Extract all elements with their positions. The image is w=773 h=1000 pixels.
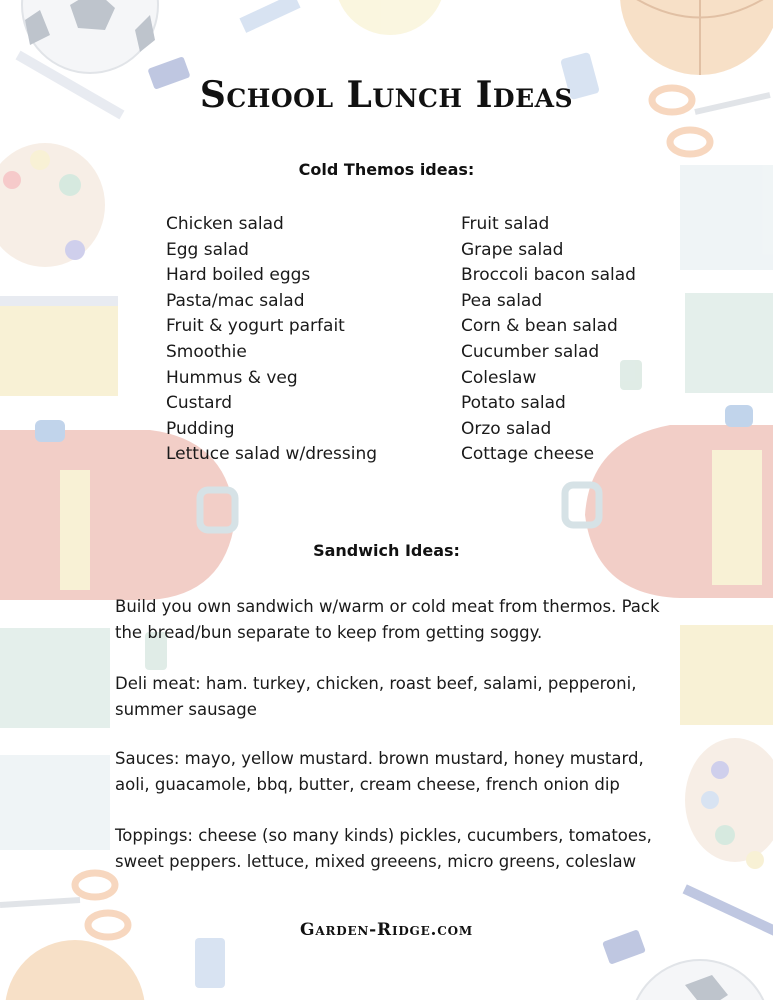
- list-item: Hard boiled eggs: [166, 265, 311, 286]
- cold-ideas-right-list: [461, 212, 636, 468]
- list-item: Custard: [166, 393, 233, 414]
- cold-thermos-heading: Cold Themos ideas:: [298, 160, 475, 179]
- list-item: Cottage cheese: [461, 444, 595, 465]
- list-item: Lettuce salad w/dressing: [166, 444, 378, 465]
- list-item: Cucumber salad: [461, 341, 600, 362]
- sandwich-ideas-heading: Sandwich Ideas:: [313, 541, 460, 560]
- sandwich-paragraph-build: Build you own sandwich w/warm or cold meat from thermos. Pack the bread/bun separate to keep from getting soggy.: [115, 597, 660, 642]
- list-item: Fruit salad: [461, 214, 550, 234]
- sandwich-paragraph-sauces: Sauces: mayo, yellow mustard. brown mustard, honey mustard, aoli, guacamole, bbq, butter, cream cheese, french onion dip: [115, 749, 644, 794]
- list-item: Smoothie: [166, 341, 247, 362]
- list-item: Pasta/mac salad: [166, 290, 305, 311]
- list-item: Pudding: [166, 418, 235, 439]
- list-item: Egg salad: [166, 239, 249, 260]
- page-title: School Lunch Ideas: [199, 74, 574, 116]
- sandwich-paragraph-deli-meat: Deli meat: ham. turkey, chicken, roast beef, salami, pepperoni, summer sausage: [115, 674, 637, 719]
- site-footer-link[interactable]: Garden-Ridge.com: [300, 920, 473, 940]
- list-item: Hummus & veg: [166, 367, 298, 388]
- cold-ideas-left-list: [166, 212, 377, 468]
- list-item: Broccoli bacon salad: [461, 265, 636, 286]
- sandwich-paragraph-toppings: Toppings: cheese (so many kinds) pickles, cucumbers, tomatoes, sweet peppers. lettuce, mixed greeens, micro greens, coleslaw: [115, 826, 652, 871]
- list-item: Potato salad: [461, 393, 566, 414]
- list-item: Grape salad: [461, 239, 564, 260]
- list-item: Fruit & yogurt parfait: [166, 316, 345, 337]
- list-item: Pea salad: [461, 290, 543, 311]
- list-item: Corn & bean salad: [461, 316, 618, 337]
- list-item: Chicken salad: [166, 214, 284, 234]
- list-item: Coleslaw: [461, 367, 537, 388]
- list-item: Orzo salad: [461, 418, 552, 439]
